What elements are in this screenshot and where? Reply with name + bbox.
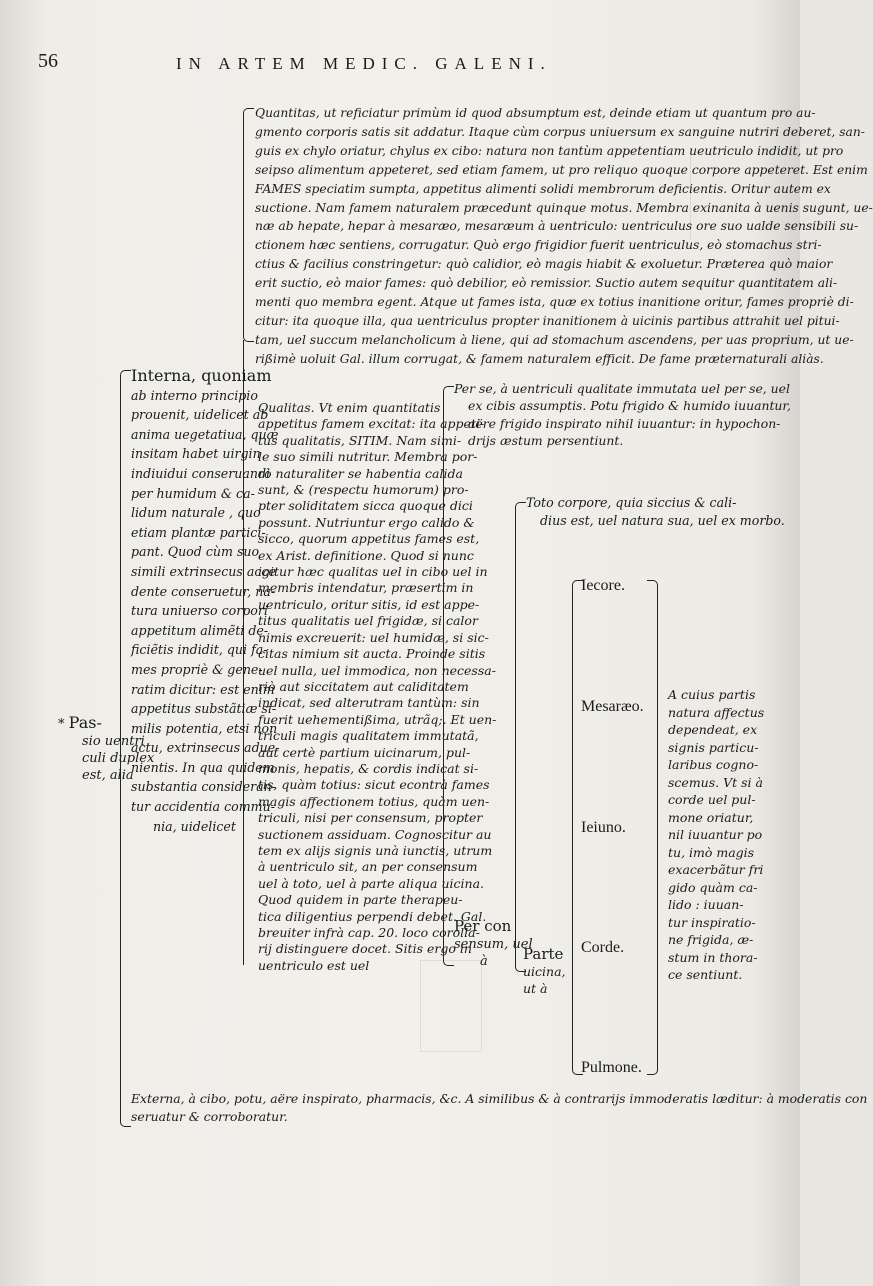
text-line: Per con [454,917,512,935]
text-line: suctione. Nam famem naturalem præcedunt quinque motus. Membra exinanita à uenis sugunt, ue- [255,200,873,215]
text-line: seruatur & corroboratur. [131,1109,288,1124]
text-line: mes propriè & gene- [131,661,263,677]
text-line: prouenit, uidelicet ab [131,407,269,423]
text-line: anima uegetatiua, quæ [131,426,279,442]
text-line: ficiẽtis indidit, qui fa- [131,642,268,658]
text-line: laribus cogno- [668,757,759,772]
text-line: Toto corpore, quia siccius & cali- [526,495,737,510]
text-line: Quod quidem in parte therapeu- [258,892,463,908]
text-line: nia, uidelicet [153,818,236,834]
text-line: simili extrinsecus acce [131,563,276,579]
text-line: magis affectionem totius, quàm uen- [258,793,490,809]
text-line: menti quo membra egent. Atque ut fames ista, quæ ex totius inanitione oritur, fames propriè di- [255,295,854,310]
text-line: stum in thora- [668,949,758,965]
quantitas-paragraph [255,104,873,369]
text-line: signis particu- [668,739,759,755]
text-line: sio uentri [82,734,145,749]
text-line: dependeat, ex [668,722,758,737]
cuius-partis-paragraph [668,686,764,984]
text-line: substantia consideran- [131,779,277,795]
text-line: per humidum & ca- [131,485,255,501]
text-line: lidum naturale , quo [131,505,261,521]
asterisk-mark: * [58,717,65,732]
text-line: ex Arist. definitione. Quod si nunc [258,547,474,563]
organ-label: Pulmone. [581,1059,642,1076]
text-line: tur accidentia commu- [131,799,275,815]
text-line: rò naturaliter se habentia calida [258,465,463,481]
qualitas-paragraph [258,400,496,974]
organ-label: Mesaræo. [581,698,644,715]
text-line: guis ex chylo oriatur, chylus ex cibo: natura non tantùm appetentiam ueutriculo indidit, ut pro [255,143,844,158]
text-line: aut certè partium uicinarum, pul- [258,744,471,760]
text-line: dente conseruetur, na- [131,583,276,599]
text-line: etiam plantæ partici- [131,524,266,540]
text-line: citas nimium sit aucta. Proinde sitis [258,646,486,662]
text-line: indicat, sed alterutram tantùm: sin [258,695,480,711]
text-line: est, alia [82,768,134,783]
text-line: ce sentiunt. [668,967,743,982]
text-line: FAMES speciatim sumpta, appetitus alimenti solidi membrorum deficientis. Oritur autem ex [255,181,831,196]
text-line: ctionem hæc sentiens, corrugatur. Quò ergo frigidior fuerit uentriculus, eò stomachus stri- [255,238,822,253]
text-line: Qualitas. Vt enim quantitatis [258,400,441,415]
text-line: fuerit uehementißima, utrãq;. Et uen- [258,711,497,727]
organ-label: Iecore. [581,577,625,594]
text-line: culi duplex [82,751,155,766]
text-line: lido : iuuan- [668,897,744,912]
text-line: ratim dicitur: est enim [131,681,275,697]
text-line: tem ex alijs signis unà iunctis, utrum [258,842,493,858]
sitis-brace [443,386,454,966]
text-line: triculi, nisi per consensum, propter [258,810,483,826]
text-line: tur inspiratio- [668,914,756,930]
text-line: dius est, uel natura sua, uel ex morbo. [540,513,785,528]
text-line: aëre frigido inspirato nihil iuuantur: in hypochon- [468,415,781,431]
text-line: appetitus famem excitat: ita appeti- [258,416,485,432]
text-line: sicco, quorum appetitus fames est, [258,531,480,547]
text-line: sunt, & (respectu humorum) pro- [258,482,469,498]
text-line: sensum, uel [454,936,533,952]
text-line: actu, extrinsecus adue- [131,740,280,756]
text-line: tam, uel succum melancholicum à liene, qui ad stomachum ascendens, per uas proprium, ut ue- [255,332,854,347]
text-line: tica diligentius perpendi debet. Gal. [258,908,487,924]
text-line: nil iuuantur po [668,827,763,842]
text-line: ut à [523,981,548,996]
consensum-brace [515,502,526,972]
text-line: uicina, [523,964,566,979]
text-line: titus qualitatis uel frigidæ, si calor [258,613,478,629]
text-line: pant. Quod cùm suo [131,544,260,560]
text-line: pter soliditatem sicca quoque dici [258,498,473,514]
text-line: Quantitas, ut reficiatur primùm id quod absumptum est, deinde etiam ut quantum pro au- [255,106,816,120]
text-line: uel à toto, uel à parte aliqua uicina. [258,875,485,891]
text-line: A cuius partis [668,687,756,702]
text-line: næ ab hepate, hepar à mesaræo, mesaræum à uentriculo: uentriculus ore suo ualde sensibili su- [255,219,859,234]
text-line: igitur hæc qualitas uel in cibo uel in [258,564,488,580]
text-line: uel nulla, uel immodica, non necessa- [258,662,496,678]
text-line: rij distinguere docet. Sitis ergo in [258,941,472,957]
text-line: triculi magis qualitatem immutatã, [258,728,479,744]
text-line: monis, hepatis, & cordis indicat si- [258,760,479,776]
text-line: riò aut siccitatem aut caliditatem [258,678,469,694]
text-line: exacerbãtur fri [668,862,764,877]
text-line: Interna, quoniam [131,366,272,385]
text-line: tura uniuerso corpori [131,603,268,619]
quantitas-brace [243,108,254,342]
text-line: ex cibis assumptis. Potu frigido & humido iuuantur, [468,398,791,414]
text-line: nientis. In qua quidem [131,759,275,775]
text-line: corde uel pul- [668,792,756,807]
text-line: uentriculo est uel [258,957,370,973]
text-line: mone oriatur, [668,809,754,825]
text-line: seipso alimentum appeteret, sed etiam famem, ut pro reliquo quoque corpore appeteret. Est enim [255,162,868,177]
per-se-paragraph [454,380,791,450]
text-line: tis, quàm totius: sicut econtrà fames [258,777,490,793]
running-title: IN ARTEM MEDIC. GALENI. [176,54,552,73]
text-line: insitam habet uirgin [131,446,261,462]
externa-paragraph [131,1090,867,1126]
text-line: drijs æstum persentiunt. [468,433,624,449]
parte-uicina-label [523,946,566,997]
text-line: Parte [523,945,564,963]
organs-closing-brace [647,580,658,1075]
text-line: rißimè uoluit Gal. illum corrugat, & famem naturalem efficit. De fame præternaturali aliàs. [255,351,824,366]
page-number: 56 [38,50,58,72]
text-line: appetitus substãtiæ si- [131,701,277,717]
text-line: membris intendatur, præsertim in [258,580,474,596]
text-line: le suo simili nutritur. Membra por- [258,449,478,465]
text-line: ab interno principio [131,387,258,403]
text-line: tu, imò magis [668,844,755,860]
toto-corpore-paragraph [526,494,785,530]
text-line: tus qualitatis, SITIM. Nam simi- [258,432,462,448]
organ-label: Corde. [581,939,625,956]
text-line: à [480,954,488,969]
text-line: milis potentia, etsi non [131,720,278,736]
text-line: breuiter infrà cap. 20. loco corolla- [258,925,480,940]
text-line: nimis excreuerit: uel humidæ, si sic- [258,629,489,645]
text-line: à uentriculo sit, an per consensum [258,859,478,875]
text-line: suctionem assiduam. Cognoscitur au [258,826,492,842]
text-line: appetitum alimẽti de- [131,622,269,638]
text-line: citur: ita quoque illa, qua uentriculus propter inanitionem à uicinis partibus attrahit uel pitui- [255,313,840,328]
text-line: gmento corporis satis sit addatur. Itaque cùm corpus uniuersum ex sanguine nutriri deberet, san- [255,124,865,139]
organ-label: Ieiuno. [581,819,626,836]
passio-brace [120,370,131,1127]
text-line: possunt. Nutriuntur ergo calido & [258,514,475,530]
text-line: natura affectus [668,704,765,720]
text-line: indiuidui conseruandi [131,465,271,481]
text-line: Externa, à cibo, potu, aëre inspirato, pharmacis, &c. A similibus & à contrarijs immoderatis læditur: à moderatis con [131,1091,868,1106]
text-line: scemus. Vt si à [668,774,763,790]
text-line: Pas- [68,713,102,732]
text-line: erit suctio, eò maior fames: quò debilior, eò remissior. Suctio autem sequitur quantitatem ali- [255,276,838,291]
text-line: Per se, à uentriculi qualitate immutata uel per se, uel [454,381,790,396]
text-line: ne frigida, æ- [668,932,754,947]
text-line: uentriculo, oritur sitis, id est appe- [258,596,480,612]
text-line: gido quàm ca- [668,879,758,895]
text-line: ctius & facilius constringetur: quò calidior, eò magis hiabit & exoluetur. Præterea quò maior [255,257,833,272]
